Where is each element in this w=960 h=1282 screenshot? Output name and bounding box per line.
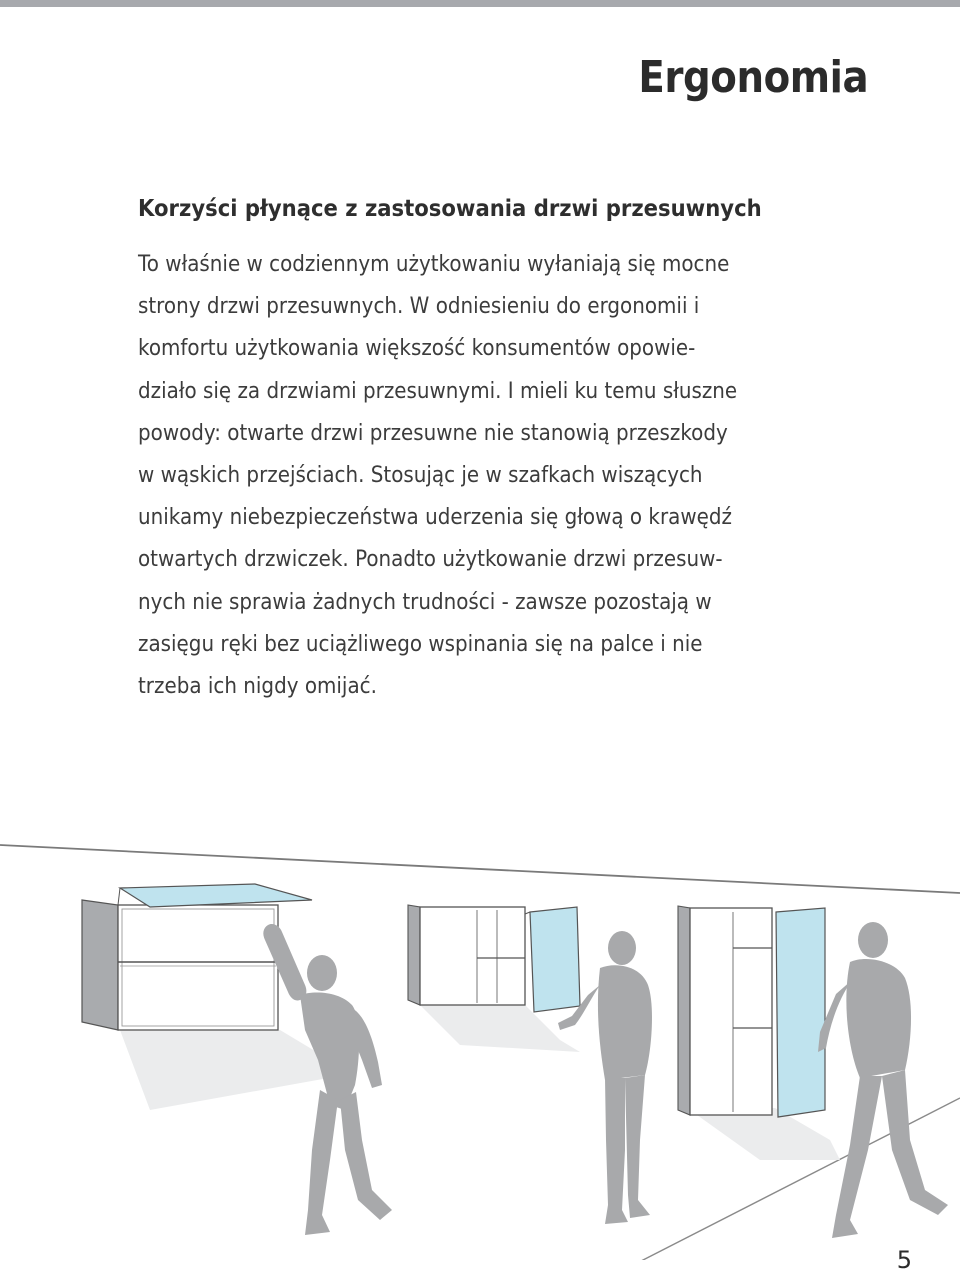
- glass-lift-door: [120, 884, 312, 907]
- body-line: działo się za drzwiami przesuwnymi. I mieli ku temu słuszne: [138, 378, 738, 404]
- wall-ceiling-line: [0, 845, 960, 893]
- glass-tall-door: [776, 908, 825, 1117]
- cabinet-side-panel: [82, 900, 118, 1030]
- cabinet-shadow: [420, 1005, 580, 1052]
- cabinet-body: [420, 907, 525, 1005]
- body-line: otwartych drzwiczek. Ponadto użytkowanie drzwi przesuw-: [138, 547, 723, 573]
- cabinet-shadow: [690, 1108, 840, 1160]
- body-line: komfortu użytkowania większość konsumentów opowie-: [138, 336, 696, 362]
- page-title: Ergonomia: [638, 52, 868, 103]
- cabinet-illustration: [0, 820, 960, 1260]
- body-line: powody: otwarte drzwi przesuwne nie stanowią przeszkody: [138, 420, 728, 446]
- wall-cabinet-hinged-door: [408, 905, 580, 1052]
- cabinet-body: [118, 905, 278, 1030]
- tall-cabinet-open-door: [678, 906, 840, 1160]
- top-accent-bar: [0, 0, 960, 7]
- body-line: nych nie sprawia żadnych trudności - zawsze pozostają w: [138, 589, 712, 615]
- glass-hinged-door: [530, 907, 580, 1012]
- body-line: w wąskich przejściach. Stosując je w szafkach wiszących: [138, 462, 703, 488]
- person-silhouette-walking: [818, 922, 948, 1238]
- body-line: unikamy niebezpieczeństwa uderzenia się głową o krawędź: [138, 505, 732, 531]
- cabinet-side-panel: [408, 905, 420, 1005]
- cabinet-side-panel: [678, 906, 690, 1115]
- body-paragraph: [138, 244, 878, 708]
- body-line: zasięgu ręki bez uciążliwego wspinania się na palce i nie: [138, 631, 703, 657]
- section-heading: Korzyści płynące z zastosowania drzwi przesuwnych: [138, 196, 762, 222]
- page-number: 5: [896, 1246, 912, 1274]
- body-line: strony drzwi przesuwnych. W odniesieniu do ergonomii i: [138, 294, 700, 320]
- body-line: trzeba ich nigdy omijać.: [138, 673, 377, 699]
- cabinet-body: [690, 908, 772, 1115]
- body-line: To właśnie w codziennym użytkowaniu wyłaniają się mocne: [138, 252, 730, 277]
